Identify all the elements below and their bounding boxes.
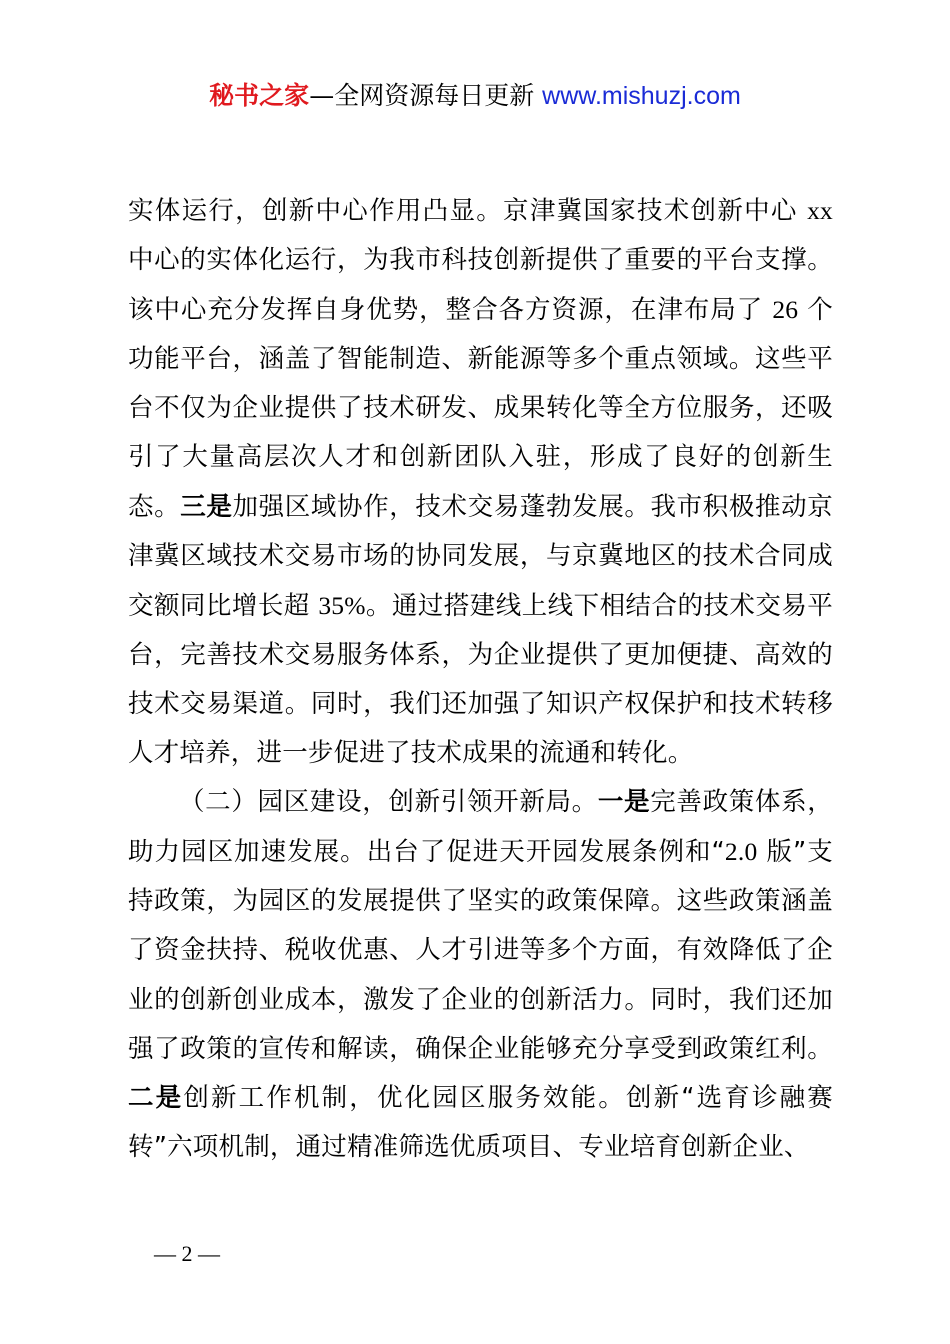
- document-body: [128, 186, 833, 1172]
- text-segment: 完善政策体系，助力园区加速发展。出台了促进天开园发展条例和“: [128, 787, 833, 868]
- text-segment: 26: [772, 295, 799, 325]
- text-segment: 版”支持政策，为园区的发展提供了坚实的政策保障。这些政策涵盖了资金扶持、税收优惠、人才引进等多个方面，有效降低了企业的创新创业成本，激发了企业的创新活力。同时，我们还加强了政策的宣传和解读，确保企业能够充分享受到政策红利。: [128, 837, 833, 1064]
- text-segment: 2.0: [724, 837, 758, 867]
- text-segment: 加强区域协作，技术交易蓬勃发展。我市积极推动京津冀区域技术交易市场的协同发展，与京冀地区的技术合同成交额同比增长超: [128, 491, 834, 621]
- emphasis-label: 三是: [180, 491, 233, 522]
- text-segment: 。通过搭建线上线下相结合的技术交易平台，完善技术交易服务体系，为企业提供了更加便捷、高效的技术交易渠道。同时，我们还加强了知识产权保护和技术转移人才培养，进一步促进了技术成果的流通和转化。: [128, 590, 833, 769]
- text-segment: 实体运行，创新中心作用凸显。京津冀国家技术创新中心: [128, 196, 808, 226]
- text-segment: xx: [807, 196, 833, 225]
- emphasis-label: 一是: [597, 787, 651, 818]
- emphasis-label: 二是: [128, 1082, 184, 1113]
- text-segment: 35%: [318, 590, 366, 620]
- paragraph-1: [128, 186, 833, 778]
- page-number: — 2 —: [154, 1241, 220, 1266]
- text-segment: 个功能平台，涵盖了智能制造、新能源等多个重点领域。这些平台不仅为企业提供了技术研发、成果转化等全方位服务，还吸引了大量高层次人才和创新团队入驻，形成了良好的创新生态。: [128, 295, 833, 522]
- text-segment: 中心的实体化运行，为我市科技创新提供了重要的平台支撑。该中心充分发挥自身优势，整合各方资源，在津布局了: [128, 245, 833, 326]
- site-url-link[interactable]: www.mishuzj.com: [542, 82, 741, 110]
- text-segment: 创新工作机制，优化园区服务效能。创新“选育诊融赛转”六项机制，通过精准筛选优质项目、专业培育创新企业、: [128, 1082, 833, 1162]
- site-header: [0, 80, 950, 112]
- site-tagline: —全网资源每日更新: [309, 81, 535, 110]
- paragraph-2: [128, 778, 833, 1172]
- site-brand: 秘书之家: [209, 81, 310, 110]
- section-heading: （二）园区建设，创新引领开新局。: [179, 787, 598, 818]
